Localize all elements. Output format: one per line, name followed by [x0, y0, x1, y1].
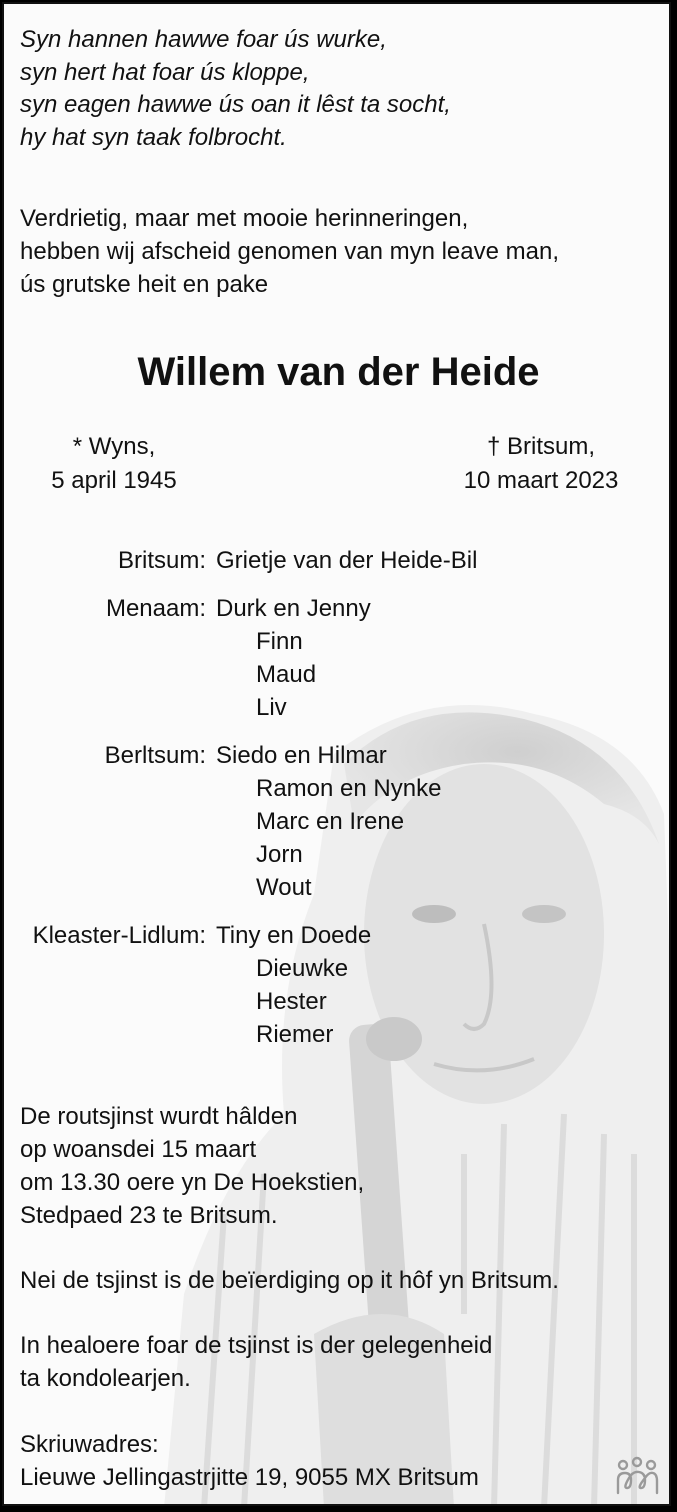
birth-date: 5 april 1945 — [51, 467, 177, 494]
intro-text — [20, 202, 559, 301]
service-line: om 13.30 oere yn De Hoekstien, — [20, 1169, 365, 1196]
intro-line: Verdrietig, maar met mooie herinneringen, — [20, 205, 469, 232]
family-child: Hester — [256, 988, 327, 1015]
family-child: Dieuwke — [256, 955, 349, 982]
family-child: Finn — [256, 628, 303, 655]
death-info — [431, 430, 651, 498]
mailing-address — [20, 1428, 479, 1494]
address-label: Skriuwadres: — [20, 1431, 159, 1458]
burial-info: Nei de tsjinst is de beïerdiging op it hôf yn Britsum. — [20, 1267, 559, 1294]
condolence-info — [20, 1329, 492, 1395]
family-group-berltsum — [4, 739, 477, 904]
poem — [20, 24, 451, 154]
poem-line: hy hat syn taak folbrocht. — [20, 123, 287, 151]
family-group-britsum — [4, 544, 477, 577]
family-child: Liv — [256, 694, 287, 721]
family-names: Durk en Jenny — [216, 595, 371, 622]
family-place: Britsum: — [117, 547, 206, 574]
family-place: Kleaster-Lidlum: — [32, 922, 206, 949]
birth-info — [24, 430, 204, 498]
death-place: † Britsum, — [486, 433, 596, 460]
family-place: Menaam: — [105, 595, 206, 622]
deceased-name: Willem van der Heide — [137, 350, 540, 394]
family-names: Tiny en Doede — [216, 922, 372, 949]
family-child: Marc en Irene — [256, 808, 405, 835]
family-child: Maud — [256, 661, 317, 688]
condolence-line: In healoere foar de tsjinst is der gelegenheid — [20, 1332, 493, 1359]
service-line: De routsjinst wurdt hâlden — [20, 1103, 298, 1130]
obituary-card — [2, 2, 671, 1506]
family-place: Berltsum: — [104, 742, 206, 769]
family-list — [4, 544, 477, 1066]
family-names: Grietje van der Heide-Bil — [216, 547, 478, 574]
poem-line: Syn hannen hawwe foar ús wurke, — [20, 26, 387, 53]
people-group-icon — [615, 1456, 659, 1496]
family-names: Siedo en Hilmar — [216, 742, 387, 769]
family-child: Ramon en Nynke — [256, 775, 442, 802]
family-child: Riemer — [256, 1021, 334, 1048]
condolence-line: ta kondolearjen. — [20, 1365, 191, 1392]
service-line: Stedpaed 23 te Britsum. — [20, 1202, 278, 1229]
address-value: Lieuwe Jellingastrjitte 19, 9055 MX Britsum — [20, 1464, 479, 1491]
intro-line: hebben wij afscheid genomen van myn leave man, — [20, 238, 559, 265]
family-group-kleaster-lidlum — [4, 919, 477, 1051]
poem-line: syn hert hat foar ús kloppe, — [20, 58, 310, 86]
service-info — [20, 1100, 364, 1232]
poem-line: syn eagen hawwe ús oan it lêst ta socht, — [20, 91, 451, 118]
birth-place: * Wyns, — [72, 433, 156, 460]
family-child: Jorn — [256, 841, 303, 868]
intro-line: ús grutske heit en pake — [20, 271, 269, 298]
service-line: op woansdei 15 maart — [20, 1136, 257, 1163]
death-date: 10 maart 2023 — [463, 467, 619, 494]
family-child: Wout — [256, 874, 312, 901]
family-group-menaam — [4, 592, 477, 724]
